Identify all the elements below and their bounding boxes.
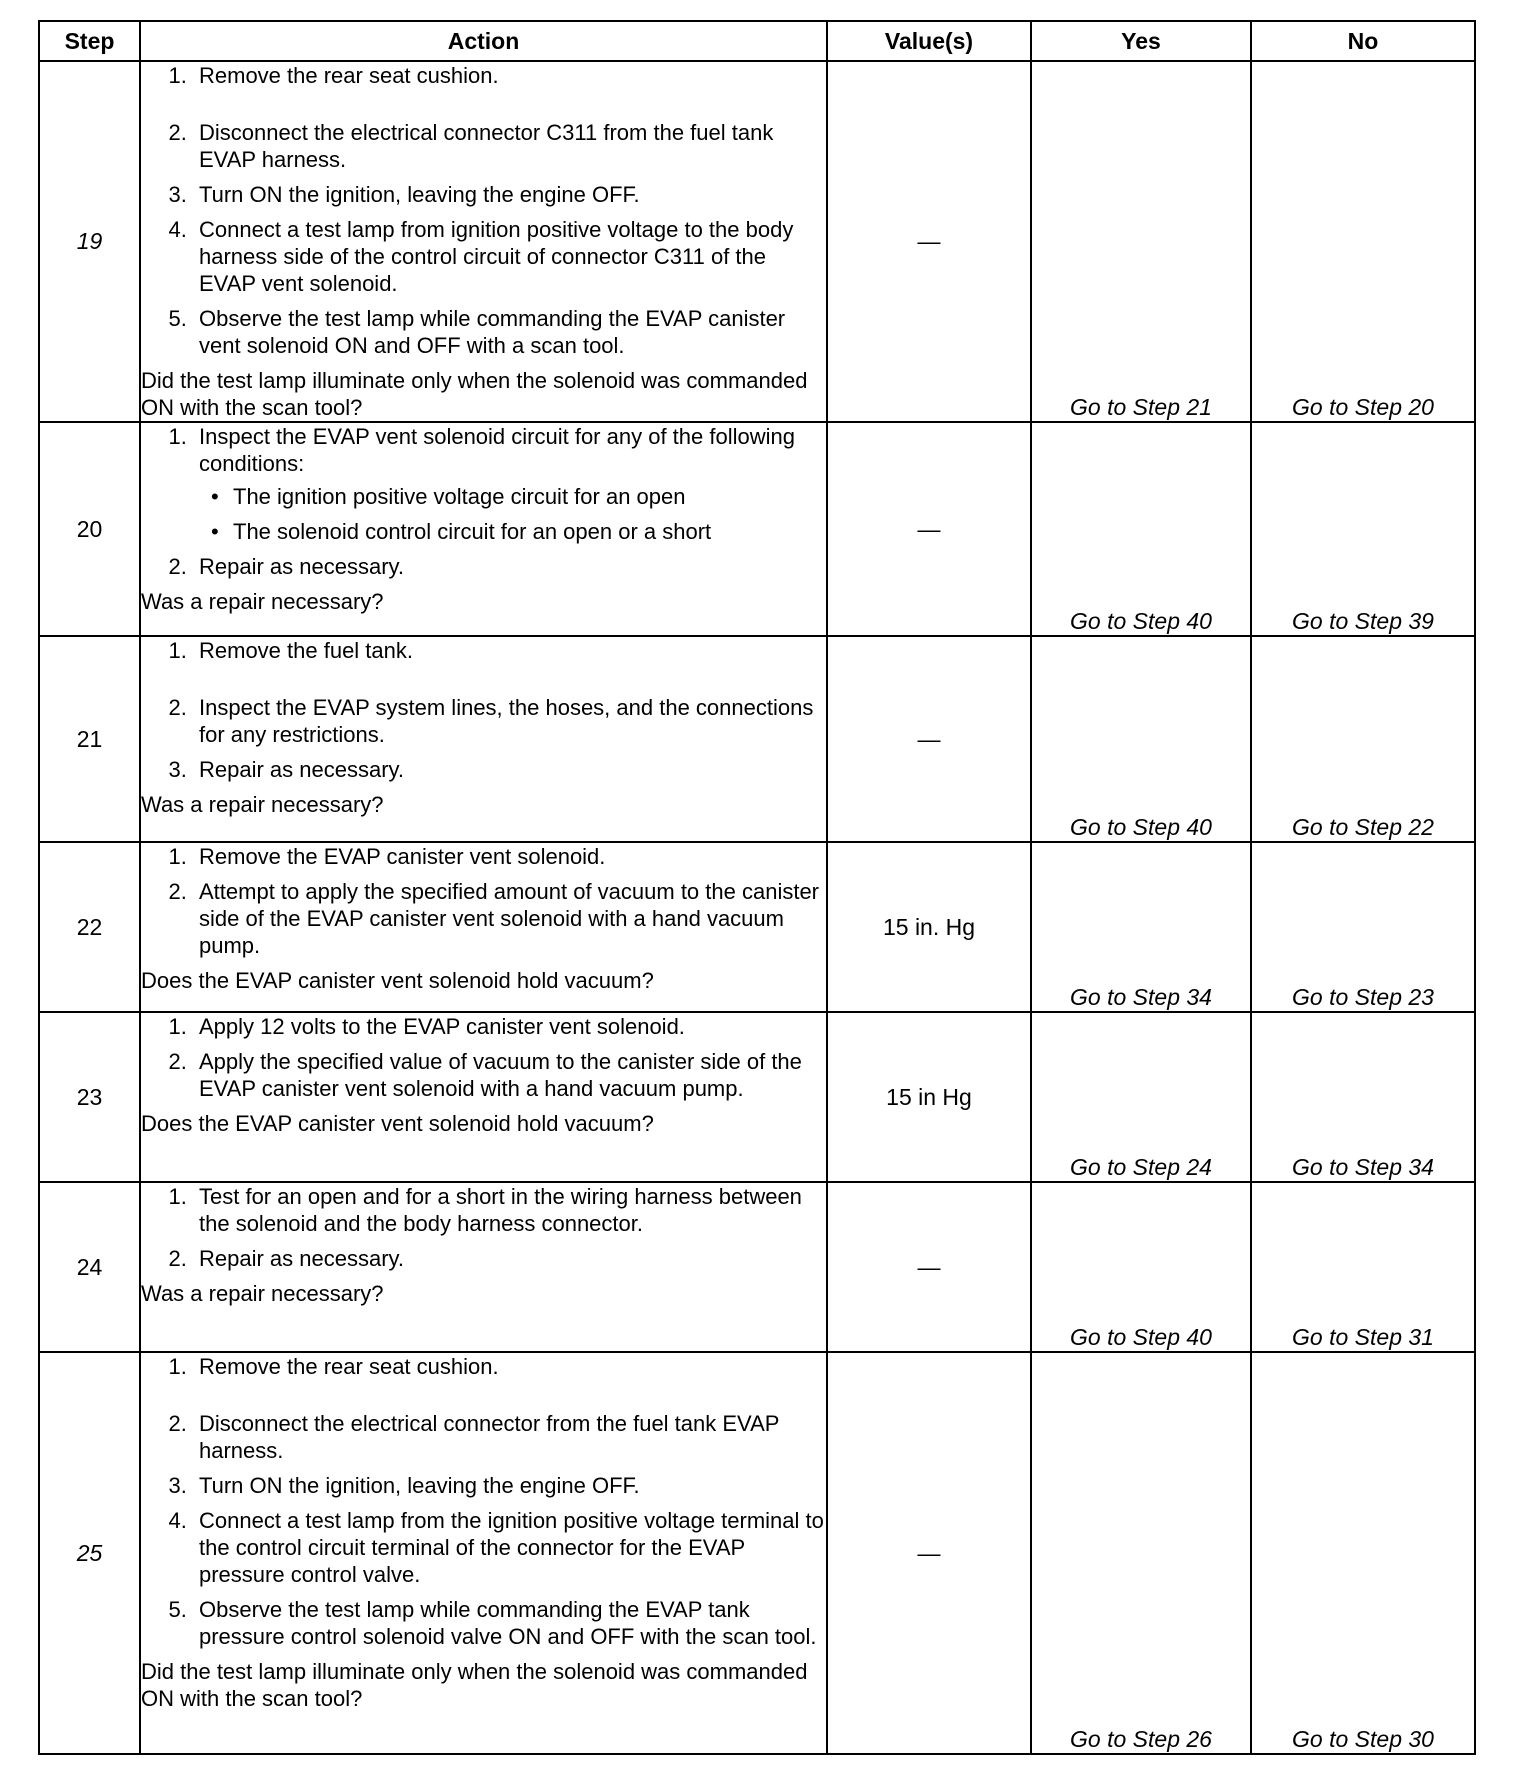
action-step: 4. Connect a test lamp from the ignition positive voltage terminal to the control circuit terminal of the connector for the EVAP pressure control valve. [193,1507,826,1588]
yes-result: Go to Step 21 [1031,61,1251,422]
action-question: Did the test lamp illuminate only when the solenoid was commanded ON with the scan tool? [141,1659,808,1711]
value-cell: — [827,422,1031,636]
value-cell: 15 in. Hg [827,842,1031,1012]
action-steps [141,1013,826,1102]
action-cell [140,636,827,842]
action-step: 5. Observe the test lamp while commanding the EVAP tank pressure control solenoid valve ON and OFF with the scan tool. [193,1596,826,1650]
table-row-step-21 [39,636,1475,842]
value-cell: — [827,1182,1031,1352]
value-cell: — [827,1352,1031,1754]
action-steps [141,1183,826,1272]
no-result: Go to Step 34 [1251,1012,1475,1182]
action-step: 3. Repair as necessary. [193,756,826,783]
action-step: 2. Repair as necessary. [193,1245,826,1272]
action-step: 2. Disconnect the electrical connector C311 from the fuel tank EVAP harness. [193,119,826,173]
action-step: 2. Apply the specified value of vacuum to the canister side of the EVAP canister vent solenoid with a hand vacuum pump. [193,1048,826,1102]
table-row-step-19 [39,61,1475,422]
action-step: 1. Remove the rear seat cushion. [193,1353,826,1380]
action-step: 4. Connect a test lamp from ignition positive voltage to the body harness side of the control circuit of connector C311 of the EVAP vent solenoid. [193,216,826,297]
no-result: Go to Step 23 [1251,842,1475,1012]
action-step: 2. Disconnect the electrical connector from the fuel tank EVAP harness. [193,1410,826,1464]
header-row [39,21,1475,61]
action-steps [141,637,826,783]
action-question: Did the test lamp illuminate only when the solenoid was commanded ON with the scan tool? [141,368,808,420]
action-cell [140,422,827,636]
header-yes: Yes [1031,21,1251,61]
no-result: Go to Step 39 [1251,422,1475,636]
action-step: 3. Turn ON the ignition, leaving the engine OFF. [193,1472,826,1499]
action-steps [141,843,826,959]
action-steps [141,62,826,359]
value-cell: 15 in Hg [827,1012,1031,1182]
yes-result: Go to Step 24 [1031,1012,1251,1182]
table-row-step-20 [39,422,1475,636]
action-steps [141,1353,826,1650]
value-cell: — [827,61,1031,422]
action-step-text: Inspect the EVAP vent solenoid circuit for any of the following conditions: [199,424,795,476]
step-number: 24 [39,1182,140,1352]
step-number: 20 [39,422,140,636]
action-step: 3. Turn ON the ignition, leaving the engine OFF. [193,181,826,208]
condition-item: • The solenoid control circuit for an open or a short [229,518,826,545]
action-step: 1. Remove the fuel tank. [193,637,826,664]
value-cell: — [827,636,1031,842]
action-step: 5. Observe the test lamp while commanding the EVAP canister vent solenoid ON and OFF with a scan tool. [193,305,826,359]
action-step [193,423,826,545]
action-step: 2. Inspect the EVAP system lines, the hoses, and the connections for any restrictions. [193,694,826,748]
action-step: 1. Remove the EVAP canister vent solenoid. [193,843,826,870]
step-number: 22 [39,842,140,1012]
header-values: Value(s) [827,21,1031,61]
action-cell [140,1182,827,1352]
action-question: Was a repair necessary? [141,1281,384,1306]
table-row-step-24 [39,1182,1475,1352]
action-cell [140,842,827,1012]
action-question: Does the EVAP canister vent solenoid hold vacuum? [141,968,654,993]
action-question: Was a repair necessary? [141,589,384,614]
table-row-step-23 [39,1012,1475,1182]
condition-item: • The ignition positive voltage circuit for an open [229,483,826,510]
yes-result: Go to Step 40 [1031,1182,1251,1352]
no-result: Go to Step 31 [1251,1182,1475,1352]
step-number: 21 [39,636,140,842]
action-cell [140,1012,827,1182]
yes-result: Go to Step 40 [1031,422,1251,636]
action-steps [141,423,826,580]
table-row-step-25 [39,1352,1475,1754]
action-step: 1. Test for an open and for a short in the wiring harness between the solenoid and the body harness connector. [193,1183,826,1237]
step-number: 19 [39,61,140,422]
header-no: No [1251,21,1475,61]
action-cell [140,1352,827,1754]
step-number: 25 [39,1352,140,1754]
table-row-step-22 [39,842,1475,1012]
header-action: Action [140,21,827,61]
header-step: Step [39,21,140,61]
action-step: 2. Repair as necessary. [193,553,826,580]
yes-result: Go to Step 26 [1031,1352,1251,1754]
no-result: Go to Step 20 [1251,61,1475,422]
step-number: 23 [39,1012,140,1182]
condition-list [199,483,826,545]
diagnostic-table [38,20,1476,1755]
no-result: Go to Step 30 [1251,1352,1475,1754]
no-result: Go to Step 22 [1251,636,1475,842]
action-step: 1. Remove the rear seat cushion. [193,62,826,89]
action-step: 2. Attempt to apply the specified amount of vacuum to the canister side of the EVAP canister vent solenoid with a hand vacuum pump. [193,878,826,959]
yes-result: Go to Step 40 [1031,636,1251,842]
action-cell [140,61,827,422]
action-question: Was a repair necessary? [141,792,384,817]
yes-result: Go to Step 34 [1031,842,1251,1012]
action-question: Does the EVAP canister vent solenoid hold vacuum? [141,1111,654,1136]
action-step: 1. Apply 12 volts to the EVAP canister vent solenoid. [193,1013,826,1040]
